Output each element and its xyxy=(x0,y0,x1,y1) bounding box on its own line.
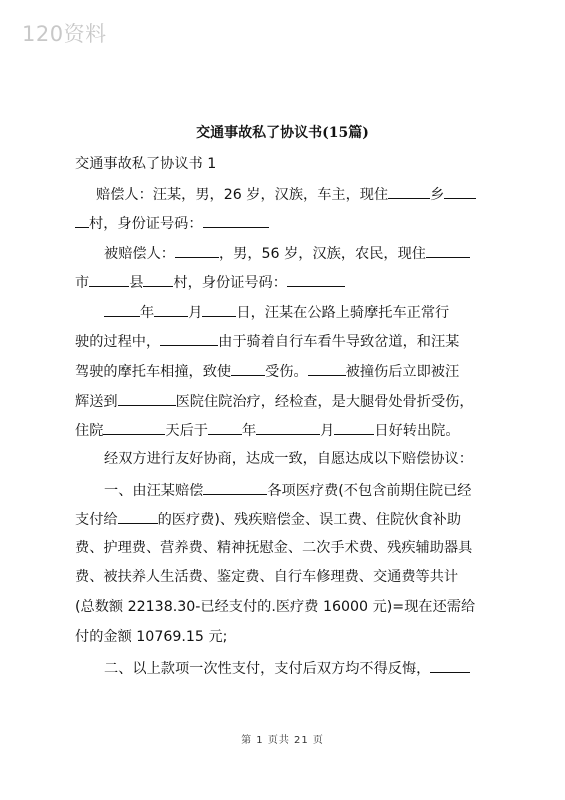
text: 日好转出院。 xyxy=(374,423,460,439)
blank-field xyxy=(160,331,218,346)
paragraph-line xyxy=(75,213,269,233)
paragraph-line xyxy=(75,509,461,529)
text: ，男，56 岁，汉族，农民，现住 xyxy=(218,246,426,262)
section-heading-text: 交通事故私了协议书 1 xyxy=(75,156,217,172)
text: 日，汪某在公路上骑摩托车正常行 xyxy=(236,305,450,321)
page-footer: 第 1 页共 21 页 xyxy=(241,735,324,746)
paragraph-line xyxy=(104,302,449,322)
text: 县 xyxy=(129,275,144,291)
text: 月 xyxy=(188,305,203,321)
text: 住院 xyxy=(75,423,104,439)
paragraph-line xyxy=(75,331,459,351)
text: 医院住院治疗，经检查，是大腿骨处骨折受伤， xyxy=(175,394,474,410)
paragraph-line xyxy=(104,480,472,500)
blank-field xyxy=(154,302,188,317)
paragraph-line xyxy=(104,658,470,678)
paragraph-line xyxy=(75,628,227,646)
text: 辉送到 xyxy=(75,394,118,410)
paragraph-line xyxy=(75,539,472,557)
paragraph-line xyxy=(75,272,345,292)
text: 付的金额 10769.15 元; xyxy=(75,629,228,645)
paragraph-line xyxy=(75,568,458,586)
text: 费、被扶养人生活费、鉴定费、自行车修理费、交通费等共计 xyxy=(75,569,459,585)
section-heading xyxy=(75,155,216,173)
blank-field xyxy=(444,184,476,199)
text: 各项医疗费(不包含前期住院已经 xyxy=(267,483,472,499)
blank-field xyxy=(256,420,320,435)
blank-field xyxy=(103,420,165,435)
text: 赔偿人：汪某，男，26 岁，汉族，车主，现住 xyxy=(96,187,389,203)
blank-field xyxy=(203,480,267,495)
text: 市 xyxy=(75,275,90,291)
paragraph-line xyxy=(104,243,470,263)
text: 驶的过程中， xyxy=(75,334,161,350)
blank-field xyxy=(430,658,470,673)
text: 村，身份证号码： xyxy=(173,275,287,291)
blank-field xyxy=(426,243,470,258)
text: 二、以上款项一次性支付，支付后双方均不得反悔， xyxy=(104,661,431,677)
text: 费、护理费、营养费、精神抚慰金、二次手术费、残疾辅助器具 xyxy=(75,540,473,556)
text: 被赔偿人： xyxy=(104,246,175,262)
text: 受伤。 xyxy=(265,364,308,380)
text: 乡 xyxy=(430,187,445,203)
text: 驾驶的摩托车相撞，致使 xyxy=(75,364,232,380)
paragraph-line xyxy=(75,598,475,616)
text: 一、由汪某赔偿 xyxy=(104,483,204,499)
blank-field xyxy=(388,184,430,199)
document-title: 交通事故私了协议书(15篇) xyxy=(196,125,369,141)
text: (总数额 22138.30-已经支付的.医疗费 16000 元)=现在还需给 xyxy=(75,599,476,615)
text: 村，身份证号码： xyxy=(89,216,203,232)
paragraph-line xyxy=(75,391,474,411)
blank-field xyxy=(118,391,176,406)
blank-field xyxy=(308,361,346,376)
blank-field xyxy=(104,302,140,317)
blank-field xyxy=(75,213,89,228)
text: 的医疗费)、残疾赔偿金、误工费、住院伙食补助 xyxy=(157,512,462,528)
text: 经双方进行友好协商，达成一致，自愿达成以下赔偿协议： xyxy=(104,451,473,467)
paragraph-line xyxy=(75,420,460,440)
blank-field xyxy=(334,420,374,435)
text: 年 xyxy=(241,423,257,439)
blank-field xyxy=(208,420,242,435)
text: 支付给 xyxy=(75,512,118,528)
blank-field xyxy=(118,509,158,524)
blank-field xyxy=(143,272,173,287)
text: 由于骑着自行车看牛导致岔道，和汪某 xyxy=(218,334,460,350)
blank-field xyxy=(231,361,265,376)
text: 被撞伤后立即被汪 xyxy=(345,364,460,380)
text: 天后于 xyxy=(165,423,208,439)
text: 年 xyxy=(140,305,155,321)
blank-field xyxy=(89,272,129,287)
paragraph-line xyxy=(96,184,476,204)
blank-field xyxy=(203,213,269,228)
watermark: 120资料 xyxy=(22,22,107,46)
blank-field xyxy=(175,243,219,258)
blank-field xyxy=(287,272,345,287)
paragraph-line xyxy=(75,361,459,381)
paragraph-line xyxy=(104,450,473,468)
blank-field xyxy=(202,302,236,317)
text: 月 xyxy=(320,423,335,439)
